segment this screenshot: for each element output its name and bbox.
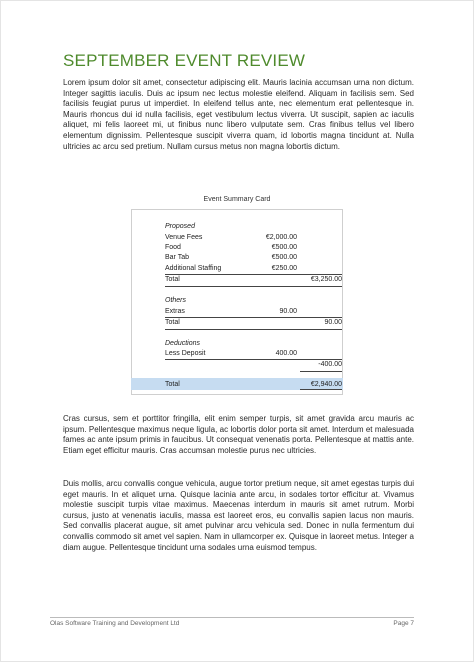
proposed-total-row — [165, 275, 343, 285]
document-title: SEPTEMBER EVENT REVIEW — [63, 51, 306, 70]
grand-total-value: €2,940.00 — [310, 381, 342, 388]
total-label: Total — [165, 319, 180, 326]
grand-total-label: Total — [165, 381, 180, 388]
footer-company: Olas Software Training and Development Ltd — [50, 620, 180, 627]
rule-line — [165, 329, 342, 330]
line-item-value: €500.00 — [271, 244, 297, 251]
line-item-row — [165, 253, 343, 263]
page-number: Page 7 — [393, 620, 414, 627]
rule-line — [300, 371, 342, 372]
line-item-row — [165, 307, 343, 317]
line-item-value: €2,000.00 — [265, 234, 297, 241]
line-item-label: Less Deposit — [165, 350, 206, 357]
rule-line — [300, 389, 342, 390]
line-item-row — [165, 243, 343, 253]
line-item-label: Bar Tab — [165, 254, 189, 261]
body-paragraph-2: Cras cursus, sem et porttitor fringilla, elit enim semper turpis, sit amet gravida arcu mauris ac ipsum. Pellentesque maximus neque ligula, ac lobortis dolor porta sit amet. Interdum et malesuada fames ac ante ipsum primis in faucibus. Ut consequat venenatis porta. Pellentesque at mattis ante. Etiam eget efficitur mauris. Cras accumsan molestie purus nec ultricies. — [63, 414, 414, 455]
proposed-heading-row — [165, 222, 343, 232]
line-item-row — [165, 233, 343, 243]
others-heading: Others — [165, 297, 187, 304]
total-value: 90.00 — [324, 319, 342, 326]
deductions-heading: Deductions — [165, 340, 201, 347]
rule-line — [165, 286, 342, 287]
body-paragraph-3: Duis mollis, arcu convallis congue vehicula, augue tortor pretium neque, sit amet egestas turpis dui eget mauris. In et aliquet urna. Quisque lacinia ante arcu, in sodales tortor efficitur at. Vivamus molestie suscipit turpis vitae maximus. Maecenas interdum in mauris sit amet rutrum. Morbi cursus, justo at venenatis iaculis, massa est laoreet eros, eu convallis sapien lacus non mauris. Sed convallis placerat augue, sit amet pulvinar arcu vehicula sed. Donec in nulla fermentum dui convallis commodo sit amet vel sapien. Nam in ullamcorper ex. Quisque in laoreet metus. Integer a diam augue. Pellentesque tincidunt urna sodales urna euismod tempus. — [63, 479, 414, 552]
footer-divider — [50, 617, 414, 618]
total-label: Total — [165, 276, 180, 283]
line-item-value: €500.00 — [271, 254, 297, 261]
deductions-total-row — [165, 360, 343, 370]
proposed-heading: Proposed — [165, 223, 195, 230]
line-item-label: Additional Staffing — [165, 265, 222, 272]
line-item-row — [165, 264, 343, 274]
deductions-heading-row — [165, 339, 343, 349]
total-value: €3,250.00 — [310, 276, 342, 283]
total-value: -400.00 — [318, 361, 342, 368]
line-item-value: 90.00 — [279, 308, 297, 315]
line-item-label: Extras — [165, 308, 185, 315]
line-item-label: Venue Fees — [165, 234, 203, 241]
line-item-value: €250.00 — [271, 265, 297, 272]
others-total-row — [165, 318, 343, 328]
body-paragraph-1: Lorem ipsum dolor sit amet, consectetur adipiscing elit. Mauris lacinia accumsan urna non dictum. Integer sagittis iaculis. Duis ac ipsum nec lectus molestie eleifend. Aliquam in facilisis sem. Sed facilisis feugiat purus ut imperdiet. In eleifend tellus ante, nec elementum erat pellentesque in. Mauris rhoncus dui id nulla facilisis, eget vestibulum lectus viverra. Ut suscipit, sapien ac iaculis aliquet, mi felis laoreet mi, ut finibus nunc libero vulputate sem. Cras finibus tellus vel libero elementum dignissim. Pellentesque suscipit viverra quam, id lobortis magna tincidunt at. Nulla ultricies ac arcu sed pretium. Nullam cursus metus non magna lobortis dictum. — [63, 78, 414, 151]
summary-card-caption: Event Summary Card — [203, 196, 271, 203]
line-item-row — [165, 349, 343, 359]
others-heading-row — [165, 296, 343, 306]
line-item-value: 400.00 — [275, 350, 297, 357]
line-item-label: Food — [165, 244, 181, 251]
